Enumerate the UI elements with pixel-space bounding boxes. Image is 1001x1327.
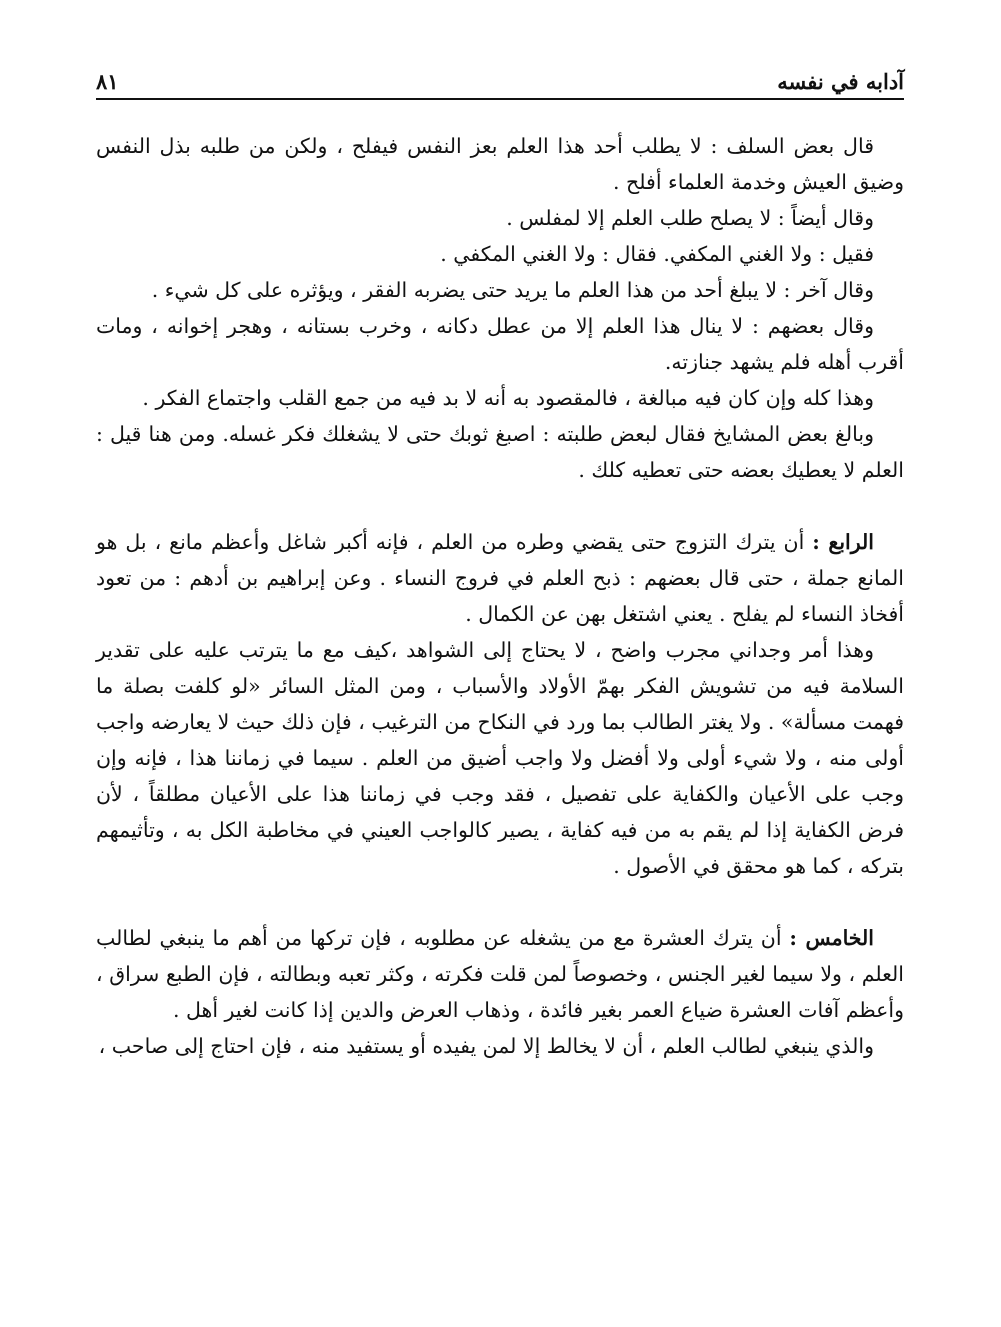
paragraph: وبالغ بعض المشايخ فقال لبعض طلبته : اصبغ ثوبك حتى لا يشغلك فكر غسله. ومن هنا قيل : العلم لا يعطيك بعضه حتى تعطيه كلك . bbox=[96, 422, 904, 482]
section-title: الرابع : bbox=[812, 530, 874, 554]
paragraph: وقال آخر : لا يبلغ أحد من هذا العلم ما يريد حتى يضربه الفقر ، ويؤثره على كل شيء . bbox=[151, 278, 874, 302]
body-text bbox=[96, 128, 904, 1064]
paragraph: وقال أيضاً : لا يصلح طلب العلم إلا لمفلس . bbox=[506, 206, 874, 230]
paragraph-text: أن يترك التزوج حتى يقضي وطره من العلم ، فإنه أكبر شاغل وأعظم مانع ، بل هو المانع جملة ، حتى قال بعضهم : ذبح العلم في فروج النساء . وعن إبراهيم بن أدهم : من تعود أفخاذ النساء لم يفلح . يعني اشتغل بهن عن الكمال . bbox=[96, 530, 904, 626]
section-title: الخامس : bbox=[789, 926, 874, 950]
paragraph: والذي ينبغي لطالب العلم ، أن لا يخالط إلا لمن يفيده أو يستفيد منه ، فإن احتاج إلى صاحب ، bbox=[98, 1034, 874, 1058]
section-paragraph bbox=[96, 524, 904, 632]
section-paragraph bbox=[96, 920, 904, 1028]
paragraph: قال بعض السلف : لا يطلب أحد هذا العلم بعز النفس فيفلح ، ولكن من طلبه بذل النفس وضيق العيش وخدمة العلماء أفلح . bbox=[96, 134, 904, 194]
paragraph: وهذا كله وإن كان فيه مبالغة ، فالمقصود به أنه لا بد فيه من جمع القلب واجتماع الفكر . bbox=[142, 386, 874, 410]
running-title: آدابه في نفسه bbox=[777, 69, 904, 94]
paragraph: فقيل : ولا الغني المكفي. فقال : ولا الغني المكفي . bbox=[440, 242, 874, 266]
paragraph: وهذا أمر وجداني مجرب واضح ، لا يحتاج إلى الشواهد ،كيف مع ما يترتب عليه على تقدير السلامة فيه من تشويش الفكر بهمّ الأولاد والأسباب ، ومن المثل السائر «لو كلفت بصلة ما فهمت مسألة» . ولا يغتر الطالب بما ورد في النكاح من الترغيب ، فإن ذلك حيث لا يعارضه واجب أولى منه ، ولا شيء أولى ولا أفضل ولا واجب أضيق من العلم . سيما في زماننا هذا ، فإنه وإن وجب على الأعيان والكفاية على تفصيل ، فقد وجب في زماننا هذا على الأعيان مطلقاً ، لأن فرض الكفاية إذا لم يقم به من فيه كفاية ، يصير كالواجب العيني في مخاطبة الكل به ، وتأثيمهم بتركه ، كما هو محقق في الأصول . bbox=[96, 638, 904, 878]
section-gap bbox=[96, 884, 904, 920]
paragraph-text: أن يترك العشرة مع من يشغله عن مطلوبه ، فإن تركها من أهم ما ينبغي لطالب العلم ، ولا سيما لغير الجنس ، وخصوصاً لمن قلت فكرته ، وكثر تعبه وبطالته ، فإن الطبع سراق ، وأعظم آفات العشرة ضياع العمر بغير فائدة ، وذهاب العرض والدين إذا كانت لغير أهل . bbox=[96, 926, 904, 1022]
page-header bbox=[96, 66, 904, 100]
page-number: ٨١ bbox=[96, 69, 119, 94]
section-gap bbox=[96, 488, 904, 524]
paragraph: وقال بعضهم : لا ينال هذا العلم إلا من عطل دكانه ، وخرب بستانه ، وهجر إخوانه ، ومات أقرب أهله فلم يشهد جنازته. bbox=[96, 314, 904, 374]
